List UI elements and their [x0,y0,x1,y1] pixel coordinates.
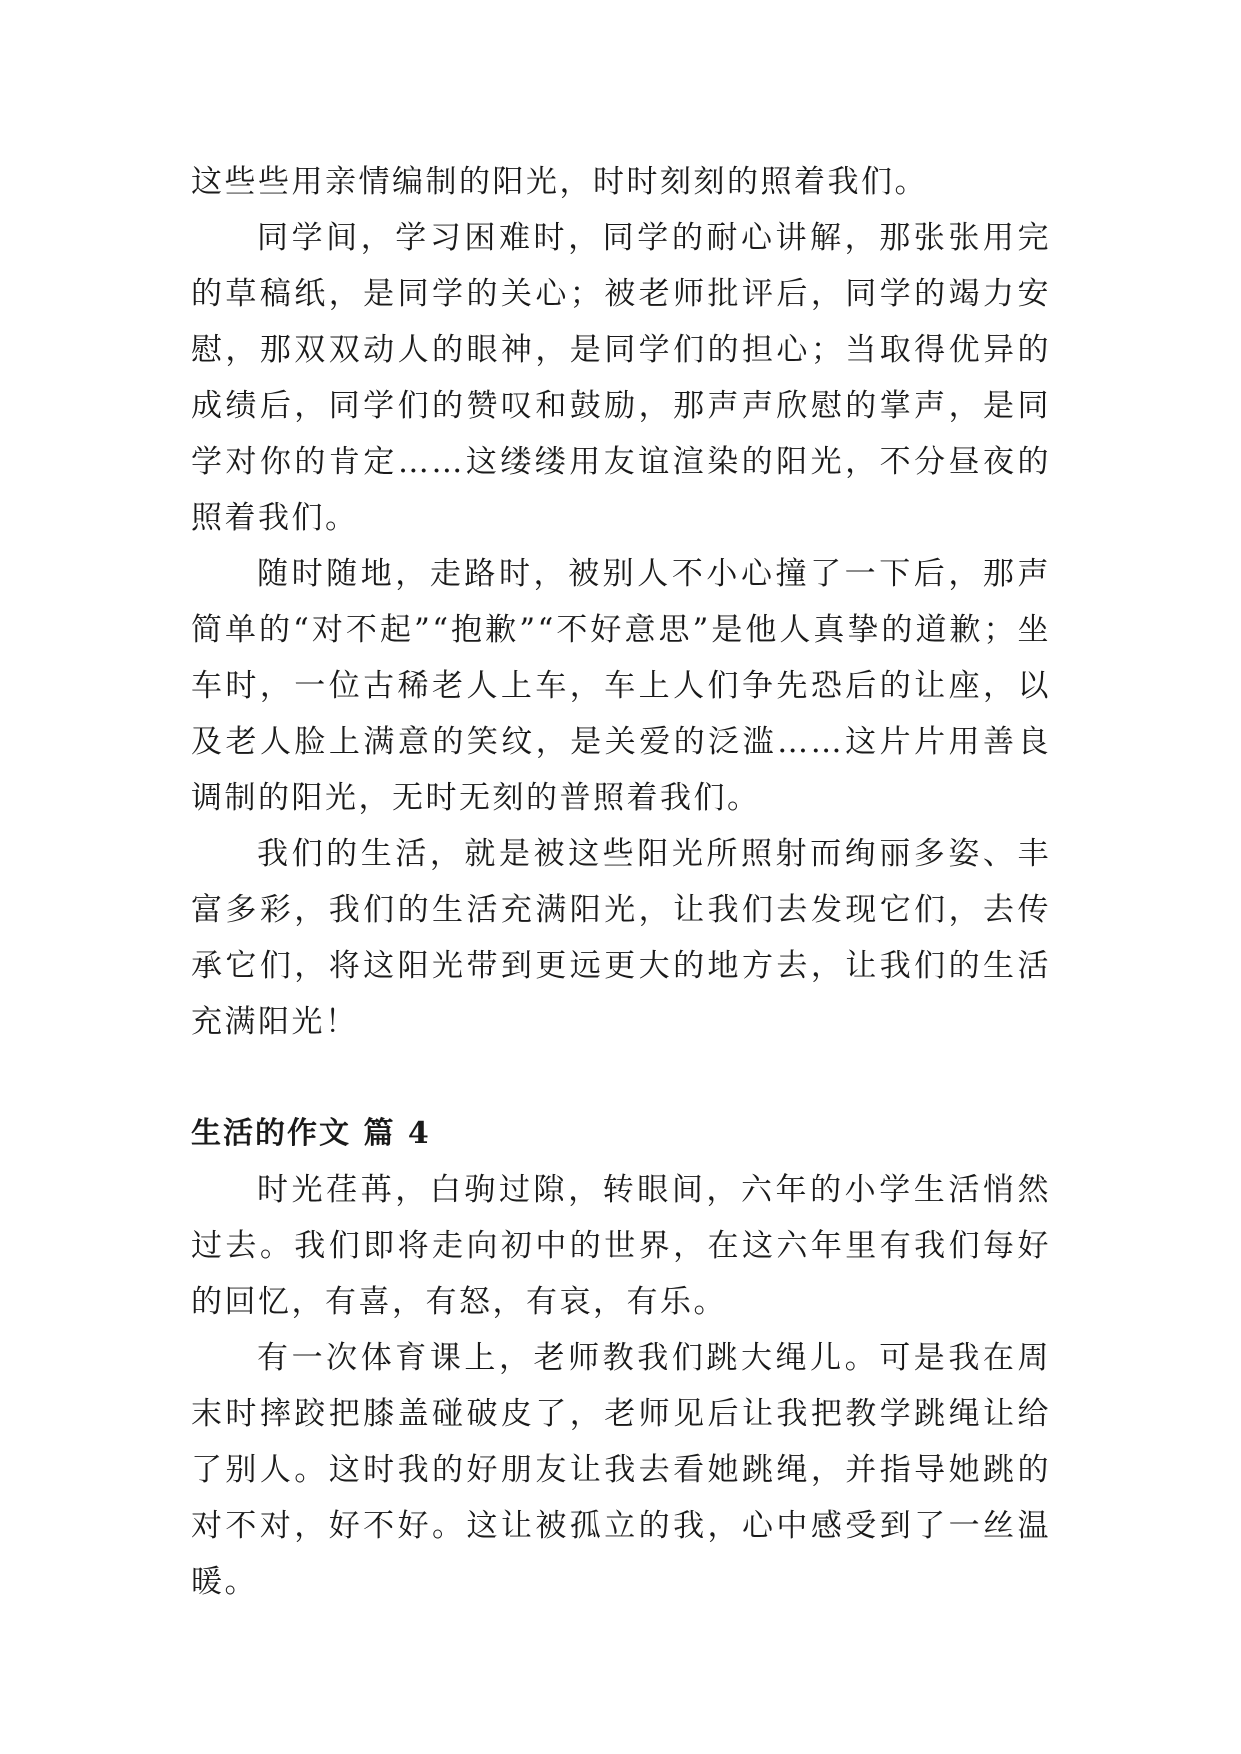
paragraph-pe-class: 有一次体育课上，老师教我们跳大绳儿。可是我在周末时摔跤把膝盖碰破皮了，老师见后让我把教学跳绳让给了别人。这时我的好朋友让我去看她跳绳，并指导她跳的对不对，好不好。这让被孤立的我，心中感受到了一丝温暖。 [191,1340,1051,1600]
paragraph-strangers: 随时随地，走路时，被别人不小心撞了一下后，那声简单的“对不起”“抱歉”“不好意思”是他人真挚的道歉；坐车时，一位古稀老人上车，车上人们争先恐后的让座，以及老人脸上满意的笑纹，是关爱的泛滥……这片片用善良调制的阳光，无时无刻的普照着我们。 [191,556,1051,816]
paragraph-intro: 时光荏苒，白驹过隙，转眼间，六年的小学生活悄然过去。我们即将走向初中的世界，在这六年里有我们每好的回忆，有喜，有怒，有哀，有乐。 [191,1172,1051,1320]
paragraph-classmates: 同学间，学习困难时，同学的耐心讲解，那张张用完的草稿纸，是同学的关心；被老师批评后，同学的竭力安慰，那双双动人的眼神，是同学们的担心；当取得优异的成绩后，同学们的赞叹和鼓励，那声声欣慰的掌声，是同学对你的肯定……这缕缕用友谊渲染的阳光，不分昼夜的照着我们。 [191,220,1051,536]
paragraph-conclusion: 我们的生活，就是被这些阳光所照射而绚丽多姿、丰富多彩，我们的生活充满阳光，让我们去发现它们，去传承它们，将这阳光带到更远更大的地方去，让我们的生活充满阳光！ [191,836,1051,1040]
paragraph-continuation: 这些些用亲情编制的阳光，时时刻刻的照着我们。 [191,164,928,200]
section-heading: 生活的作文 篇 4 [191,1116,431,1151]
document-page [191,154,1051,1610]
